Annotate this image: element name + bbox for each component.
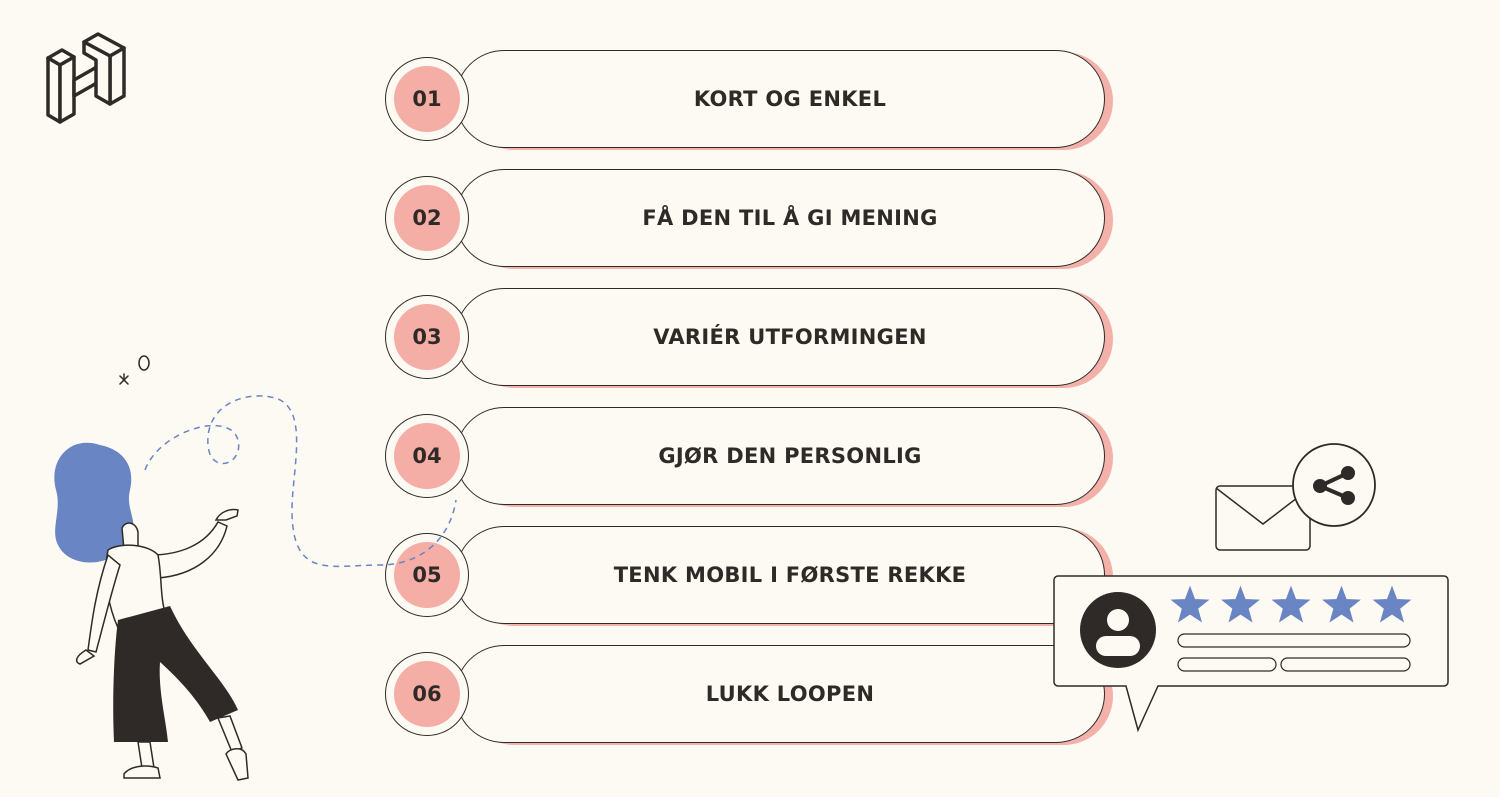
step-item bbox=[385, 407, 1115, 509]
person-illustration bbox=[30, 350, 470, 790]
review-card bbox=[1052, 572, 1452, 737]
step-pill bbox=[455, 645, 1105, 743]
step-label: LUKK LOOPEN bbox=[705, 682, 875, 706]
step-pill bbox=[455, 50, 1105, 148]
step-number: 05 bbox=[394, 542, 460, 608]
step-number-badge bbox=[385, 57, 469, 141]
share-icon bbox=[1293, 444, 1375, 526]
step-item bbox=[385, 169, 1115, 271]
step-label: GJØR DEN PERSONLIG bbox=[658, 444, 922, 468]
step-pill bbox=[455, 288, 1105, 386]
step-label: VARIÉR UTFORMINGEN bbox=[653, 325, 927, 349]
step-pill bbox=[455, 526, 1105, 624]
step-item bbox=[385, 645, 1115, 747]
step-number-badge bbox=[385, 176, 469, 260]
step-pill bbox=[455, 169, 1105, 267]
user-avatar-icon bbox=[1080, 592, 1156, 668]
email-share-illustration bbox=[1212, 440, 1382, 555]
step-item bbox=[385, 288, 1115, 390]
step-number: 02 bbox=[394, 185, 460, 251]
step-label: FÅ DEN TIL Å GI MENING bbox=[642, 206, 938, 230]
step-label: KORT OG ENKEL bbox=[693, 87, 887, 111]
step-item bbox=[385, 50, 1115, 152]
step-label: TENK MOBIL I FØRSTE REKKE bbox=[613, 563, 967, 587]
step-number: 01 bbox=[394, 66, 460, 132]
step-number: 03 bbox=[394, 304, 460, 370]
step-item bbox=[385, 526, 1115, 628]
step-number: 06 bbox=[394, 661, 460, 727]
step-pill bbox=[455, 407, 1105, 505]
step-number: 04 bbox=[394, 423, 460, 489]
